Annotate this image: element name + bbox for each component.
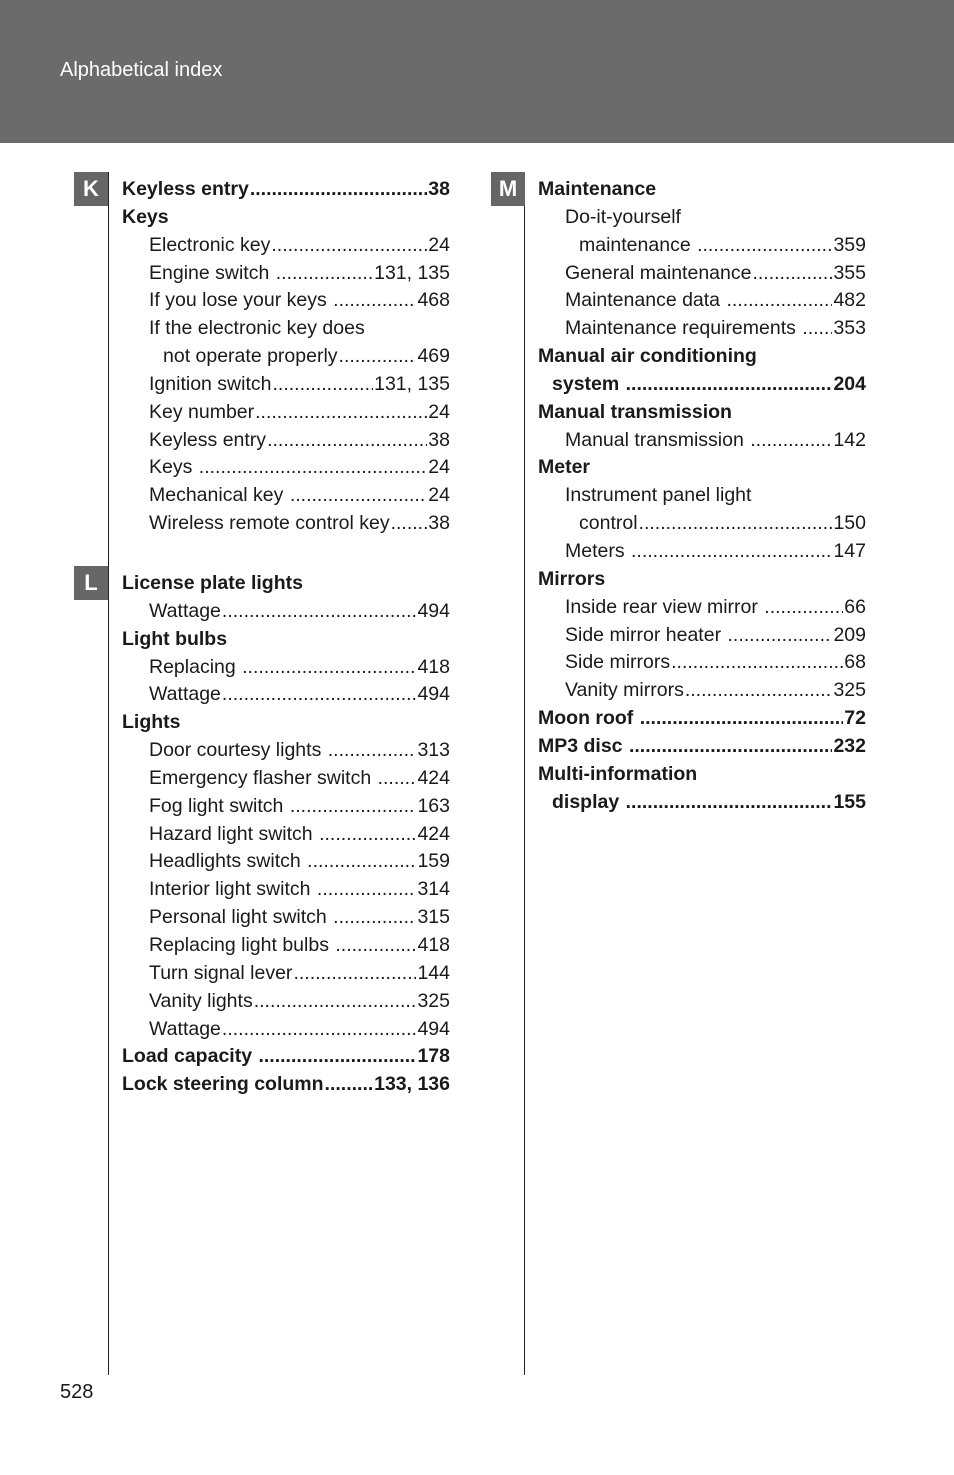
index-term: maintenance — [579, 233, 697, 256]
dot-leader — [697, 232, 832, 260]
section-letter-k: K — [74, 172, 108, 206]
dot-leader — [764, 594, 843, 622]
index-page-reference: 163 — [417, 794, 450, 817]
index-term: Fog light switch — [149, 794, 289, 817]
index-term: MP3 disc — [538, 734, 628, 757]
index-page-reference: 72 — [844, 707, 866, 730]
index-entry — [538, 454, 866, 482]
section-letter-m: M — [491, 172, 525, 206]
index-page-reference: 38 — [428, 428, 450, 451]
index-term: Maintenance — [538, 178, 657, 200]
index-page-reference: 38 — [428, 512, 450, 535]
index-term: Vanity mirrors — [565, 679, 684, 702]
index-term: system — [552, 372, 625, 395]
index-entry — [122, 709, 450, 737]
dot-leader — [333, 904, 416, 932]
index-entry — [122, 1043, 450, 1071]
index-entry — [122, 232, 450, 260]
index-page-reference: 325 — [417, 989, 450, 1012]
index-term: Wireless remote control key — [149, 512, 390, 535]
index-term: Meters — [565, 539, 631, 562]
index-entry — [538, 343, 866, 371]
dot-leader — [272, 371, 373, 399]
index-entry — [538, 538, 866, 566]
index-entry — [538, 176, 866, 204]
index-term: Mirrors — [538, 567, 606, 590]
index-term: Moon roof — [538, 707, 639, 730]
index-entry — [538, 204, 866, 232]
index-term: Headlights switch — [149, 850, 307, 873]
index-entry — [122, 260, 450, 288]
index-page-reference: 155 — [833, 790, 866, 813]
index-term: Door courtesy lights — [149, 739, 327, 762]
index-page-reference: 68 — [844, 651, 866, 674]
dot-leader — [629, 733, 833, 761]
dot-leader — [378, 765, 417, 793]
dot-leader — [631, 538, 832, 566]
dot-leader — [250, 176, 427, 204]
index-page-reference: 24 — [428, 400, 450, 423]
index-page-reference: 178 — [417, 1045, 450, 1068]
section-l-entries — [122, 570, 450, 1099]
dot-leader — [319, 821, 416, 849]
index-entry — [122, 793, 450, 821]
index-page-reference: 355 — [833, 261, 866, 284]
index-term: Personal light switch — [149, 906, 333, 929]
index-entry — [538, 315, 866, 343]
dot-leader — [290, 482, 427, 510]
dot-leader — [222, 681, 417, 709]
index-entry — [538, 733, 866, 761]
index-entry — [538, 705, 866, 733]
index-entry — [122, 343, 450, 371]
index-entry — [122, 960, 450, 988]
index-entry — [122, 482, 450, 510]
index-term: Keys — [149, 456, 198, 479]
index-entry — [122, 1071, 450, 1099]
index-page-reference: 131, 135 — [374, 372, 450, 395]
index-term: Side mirror heater — [565, 623, 727, 646]
index-term: If the electronic key does — [149, 317, 365, 340]
index-entry — [122, 654, 450, 682]
index-term: Wattage — [149, 599, 221, 622]
index-term: Key number — [149, 400, 255, 423]
dot-leader — [391, 510, 428, 538]
page-number: 528 — [60, 1381, 94, 1403]
index-term: Inside rear view mirror — [565, 595, 764, 618]
index-entry — [538, 677, 866, 705]
index-page-reference: 494 — [417, 599, 450, 622]
index-entry — [122, 510, 450, 538]
index-entry — [122, 176, 450, 204]
dot-leader — [276, 260, 373, 288]
index-page-reference: 315 — [417, 906, 450, 929]
index-term: Manual transmission — [538, 400, 732, 423]
index-page-reference: 204 — [833, 372, 866, 395]
index-term: Manual air conditioning — [538, 345, 757, 368]
index-page-reference: 131, 135 — [374, 261, 450, 284]
index-term: Lights — [122, 711, 181, 734]
dot-leader — [307, 848, 416, 876]
index-page-reference: 24 — [428, 456, 450, 479]
index-page-reference: 147 — [833, 539, 866, 562]
dot-leader — [255, 399, 427, 427]
index-term: Instrument panel light — [565, 484, 752, 507]
index-page-reference: 66 — [844, 595, 866, 618]
index-entry — [538, 789, 866, 817]
dot-leader — [222, 598, 417, 626]
dot-leader — [752, 260, 832, 288]
index-entry — [122, 932, 450, 960]
index-entry — [538, 566, 866, 594]
index-entry — [538, 594, 866, 622]
index-entry — [538, 510, 866, 538]
index-page-reference: 469 — [417, 345, 450, 368]
index-term: License plate lights — [122, 572, 303, 594]
index-entry — [538, 482, 866, 510]
left-column-rule — [108, 172, 109, 1375]
index-page-reference: 359 — [833, 233, 866, 256]
index-entry — [122, 371, 450, 399]
index-entry — [122, 287, 450, 315]
dot-leader — [640, 705, 844, 733]
index-entry — [122, 876, 450, 904]
index-term: Wattage — [149, 683, 221, 706]
dot-leader — [267, 427, 427, 455]
index-term: display — [552, 790, 625, 813]
index-term: Do-it-yourself — [565, 205, 681, 228]
index-entry — [122, 848, 450, 876]
dot-leader — [199, 454, 428, 482]
index-entry — [122, 598, 450, 626]
index-term: If you lose your keys — [149, 289, 333, 312]
index-page-reference: 418 — [417, 933, 450, 956]
index-page-reference: 24 — [428, 233, 450, 256]
index-page-reference: 325 — [833, 679, 866, 702]
index-entry — [122, 737, 450, 765]
index-page-reference: 353 — [833, 317, 866, 340]
index-page-reference: 159 — [417, 850, 450, 873]
index-page-reference: 232 — [833, 734, 866, 757]
index-page-reference: 424 — [417, 822, 450, 845]
index-entry — [122, 427, 450, 455]
index-entry — [122, 454, 450, 482]
index-entry — [538, 287, 866, 315]
dot-leader — [626, 371, 833, 399]
dot-leader — [802, 315, 832, 343]
index-term: Engine switch — [149, 261, 275, 284]
index-entry — [538, 761, 866, 789]
index-term: Meter — [538, 456, 591, 479]
index-entry — [122, 904, 450, 932]
index-term: Side mirrors — [565, 651, 671, 674]
right-column-rule — [524, 172, 525, 1375]
index-term: control — [579, 512, 638, 535]
index-entry — [122, 988, 450, 1016]
index-term: Maintenance data — [565, 289, 726, 312]
index-term: Ignition switch — [149, 372, 272, 395]
dot-leader — [222, 1016, 417, 1044]
index-term: Lock steering column — [122, 1073, 324, 1096]
index-page-reference: 314 — [417, 878, 450, 901]
index-term: Interior light switch — [149, 878, 316, 901]
index-page-reference: 144 — [417, 961, 450, 984]
index-entry — [122, 681, 450, 709]
index-term: Multi-information — [538, 762, 698, 785]
section-k-entries — [122, 176, 450, 538]
header-title: Alphabetical index — [60, 59, 223, 81]
index-term: Hazard light switch — [149, 822, 319, 845]
dot-leader — [685, 677, 833, 705]
index-page-reference: 418 — [417, 655, 450, 678]
dot-leader — [258, 1043, 416, 1071]
index-page-reference: 468 — [417, 289, 450, 312]
dot-leader — [626, 789, 833, 817]
index-term: Keyless entry — [122, 178, 249, 200]
dot-leader — [254, 988, 417, 1016]
index-page-reference: 482 — [833, 289, 866, 312]
index-entry — [538, 371, 866, 399]
index-term: not operate properly — [163, 345, 338, 368]
index-page-reference: 38 — [428, 178, 450, 200]
index-term: Emergency flasher switch — [149, 766, 377, 789]
index-page-reference: 424 — [417, 766, 450, 789]
index-page-reference: 150 — [833, 512, 866, 535]
index-term: General maintenance — [565, 261, 752, 284]
section-m-entries — [538, 176, 866, 816]
index-page-reference: 313 — [417, 739, 450, 762]
index-term: Turn signal lever — [149, 961, 293, 984]
index-term: Vanity lights — [149, 989, 253, 1012]
dot-leader — [339, 343, 417, 371]
index-term: Replacing light bulbs — [149, 933, 335, 956]
index-entry — [122, 626, 450, 654]
dot-leader — [333, 287, 416, 315]
dot-leader — [242, 654, 416, 682]
index-entry — [538, 399, 866, 427]
dot-leader — [750, 427, 832, 455]
index-term: Load capacity — [122, 1045, 258, 1068]
index-term: Replacing — [149, 655, 242, 678]
index-page-reference: 142 — [833, 428, 866, 451]
section-letter-l: L — [74, 566, 108, 600]
dot-leader — [671, 649, 843, 677]
index-entry — [538, 622, 866, 650]
index-term: Mechanical key — [149, 484, 289, 507]
index-page-reference: 494 — [417, 1017, 450, 1040]
page-header — [0, 0, 954, 143]
index-entry — [538, 649, 866, 677]
index-term: Wattage — [149, 1017, 221, 1040]
index-page-reference: 209 — [833, 623, 866, 646]
dot-leader — [639, 510, 833, 538]
index-entry — [122, 765, 450, 793]
index-term: Light bulbs — [122, 627, 228, 650]
index-entry — [122, 821, 450, 849]
index-term: Maintenance requirements — [565, 317, 802, 340]
index-entry — [538, 232, 866, 260]
dot-leader — [726, 287, 832, 315]
dot-leader — [328, 737, 417, 765]
index-page-reference: 494 — [417, 683, 450, 706]
dot-leader — [727, 622, 832, 650]
dot-leader — [335, 932, 416, 960]
index-entry — [122, 570, 450, 598]
dot-leader — [290, 793, 417, 821]
dot-leader — [293, 960, 416, 988]
index-entry — [538, 427, 866, 455]
dot-leader — [325, 1071, 374, 1099]
index-entry — [122, 204, 450, 232]
dot-leader — [317, 876, 417, 904]
index-term: Manual transmission — [565, 428, 750, 451]
index-entry — [122, 1016, 450, 1044]
index-entry — [538, 260, 866, 288]
index-entry — [122, 399, 450, 427]
index-page-reference: 133, 136 — [374, 1073, 450, 1096]
index-term: Keys — [122, 205, 169, 228]
index-page-reference: 24 — [428, 484, 450, 507]
index-entry — [122, 315, 450, 343]
dot-leader — [271, 232, 427, 260]
index-term: Electronic key — [149, 233, 271, 256]
index-term: Keyless entry — [149, 428, 267, 451]
